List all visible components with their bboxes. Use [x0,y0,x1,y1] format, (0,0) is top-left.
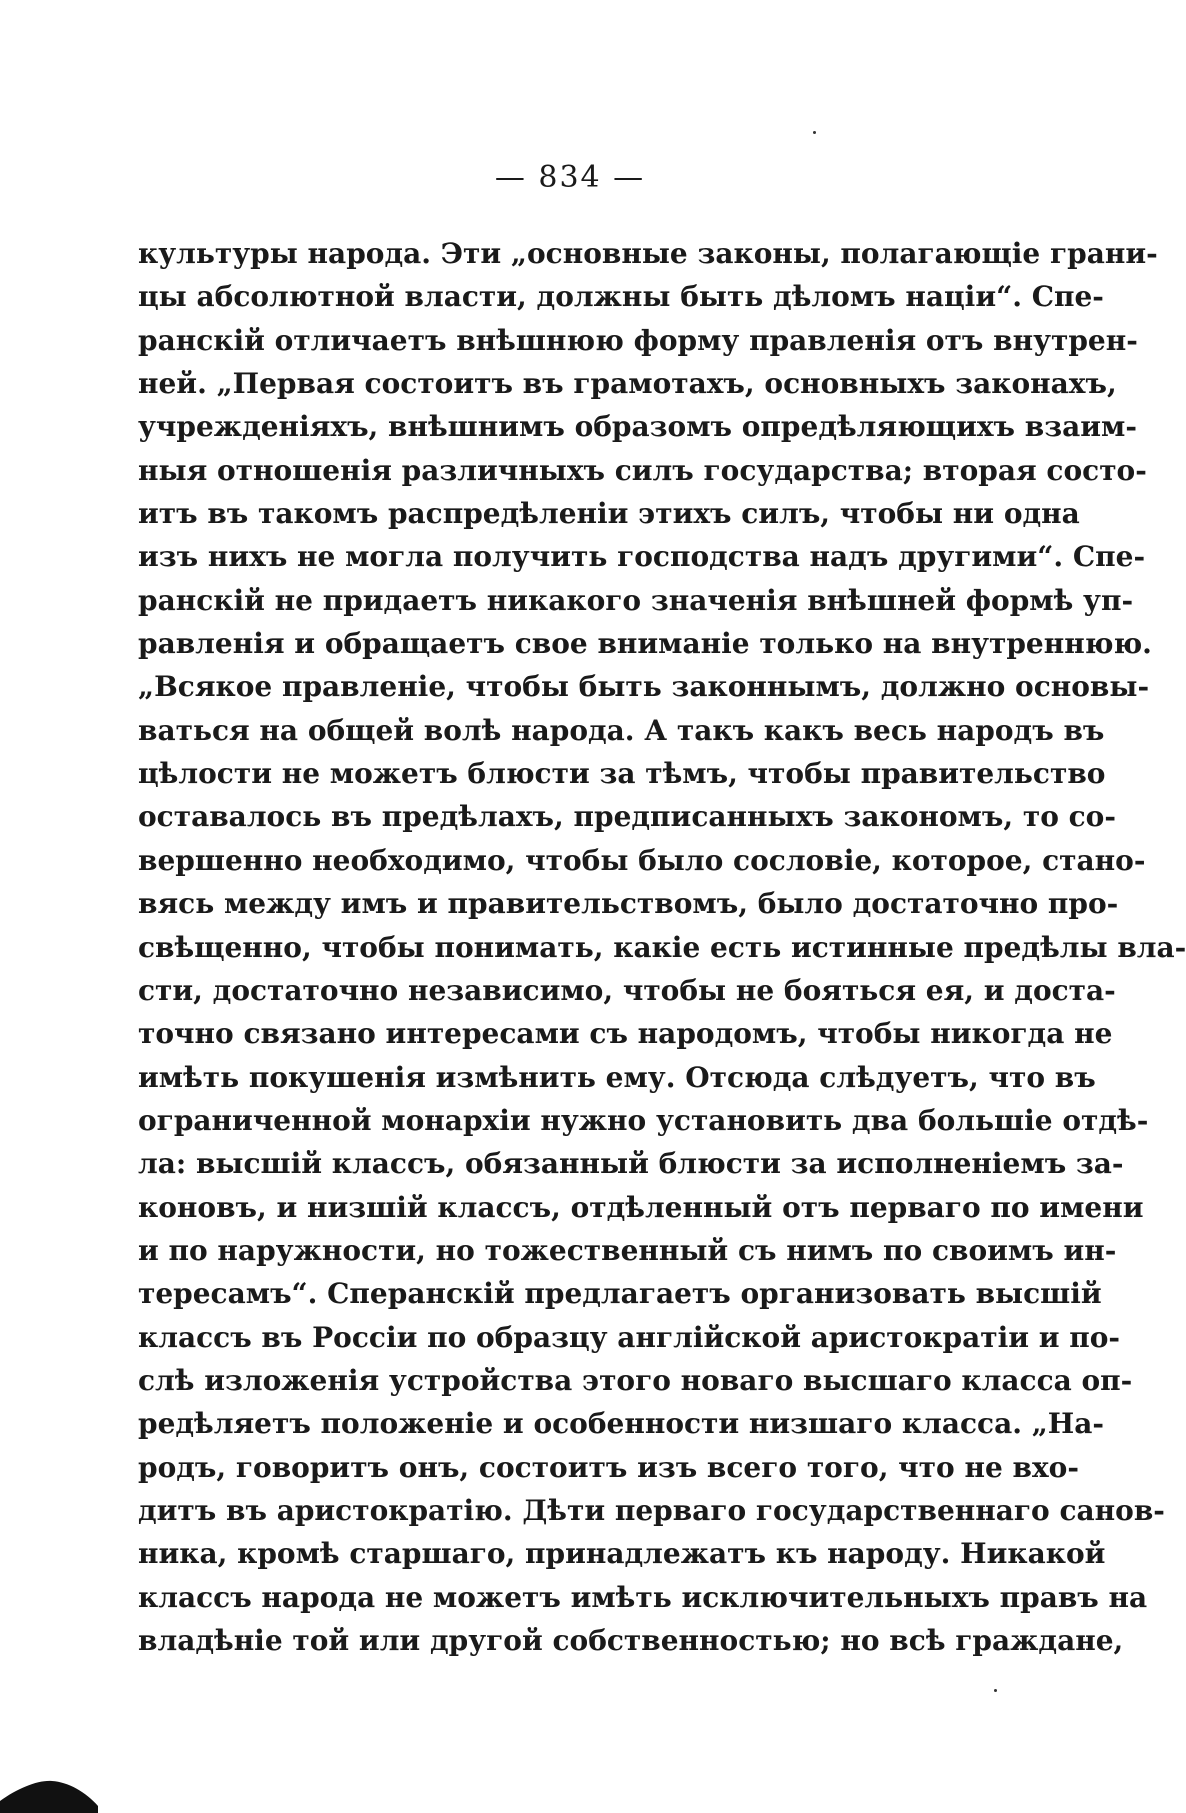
page-number: — 834 — [494,160,646,195]
text-line: свѣщенно, чтобы понимать, какіе есть истинные предѣлы вла- [138,930,1186,964]
body-text [138,232,1186,1662]
text-line: владѣніе той или другой собственностью; но всѣ граждане, [138,1624,1124,1657]
print-speck [994,1689,997,1692]
text-line: оставалось въ предѣлахъ, предписанныхъ закономъ, то со- [138,800,1116,834]
text-line: вершенно необходимо, чтобы было сословіе, которое, стано- [138,843,1146,877]
print-speck [813,131,816,134]
text-line: ней. „Первая состоитъ въ грамотахъ, основныхъ законахъ, [138,367,1117,401]
text-line: ранскій не придаетъ никакого значенія внѣшней формѣ уп- [138,583,1134,617]
text-line: ла: высшій классъ, обязанный блюсти за исполненіемъ за- [138,1147,1124,1181]
text-line: цѣлости не можетъ блюсти за тѣмъ, чтобы правительство [138,757,1106,791]
text-line: вясь между имъ и правительствомъ, было достаточно про- [138,887,1119,921]
text-line: сти, достаточно независимо, чтобы не бояться ея, и доста- [138,973,1116,1007]
text-line: дитъ въ аристократію. Дѣти перваго государственнаго санов- [138,1493,1165,1527]
text-line: ника, кромѣ старшаго, принадлежатъ къ народу. Никакой [138,1537,1106,1571]
text-line: ваться на общей волѣ народа. А такъ какъ весь народъ въ [138,713,1105,747]
text-line: культуры народа. Эти „основные законы, полагающіе грани- [138,237,1158,270]
text-line: тересамъ“. Сперанскій предлагаетъ организовать высшій [138,1277,1102,1311]
text-line: точно связано интересами съ народомъ, чтобы никогда не [138,1017,1113,1051]
text-line: ограниченной монархіи нужно установить два большіе отдѣ- [138,1103,1149,1137]
text-line: и по наружности, но тожественный съ нимъ по своимъ ин- [138,1233,1117,1267]
text-line: слѣ изложенія устройства этого новаго высшаго класса оп- [138,1363,1133,1397]
text-line: редѣляетъ положеніе и особенности низшаго класса. „На- [138,1407,1105,1441]
text-line: итъ въ такомъ распредѣленіи этихъ силъ, чтобы ни одна [138,497,1080,531]
text-line: ранскій отличаетъ внѣшнюю форму правленія отъ внутрен- [138,323,1138,357]
text-line: „Всякое правленіе, чтобы быть законнымъ, должно основы- [138,670,1150,704]
text-line: классъ въ Россіи по образцу англійской аристократіи и по- [138,1320,1121,1354]
text-line: классъ народа не можетъ имѣть исключительныхъ правъ на [138,1580,1148,1614]
text-line: имѣть покушенія измѣнить ему. Отсюда слѣдуетъ, что въ [138,1060,1096,1094]
text-line: коновъ, и низшій классъ, отдѣленный отъ перваго по имени [138,1190,1144,1224]
text-line: равленія и обращаетъ свое вниманіе только на внутреннюю. [138,627,1152,661]
text-line: ныя отношенія различныхъ силъ государства; вторая состо- [138,453,1147,487]
corner-stain [0,1768,100,1813]
text-line: цы абсолютной власти, должны быть дѣломъ націи“. Спе- [138,280,1104,314]
text-line: родъ, говоритъ онъ, состоитъ изъ всего того, что не вхо- [138,1450,1079,1484]
text-line: учрежденіяхъ, внѣшнимъ образомъ опредѣляющихъ взаим- [138,410,1137,444]
text-line: изъ нихъ не могла получить господства надъ другими“. Спе- [138,540,1146,574]
